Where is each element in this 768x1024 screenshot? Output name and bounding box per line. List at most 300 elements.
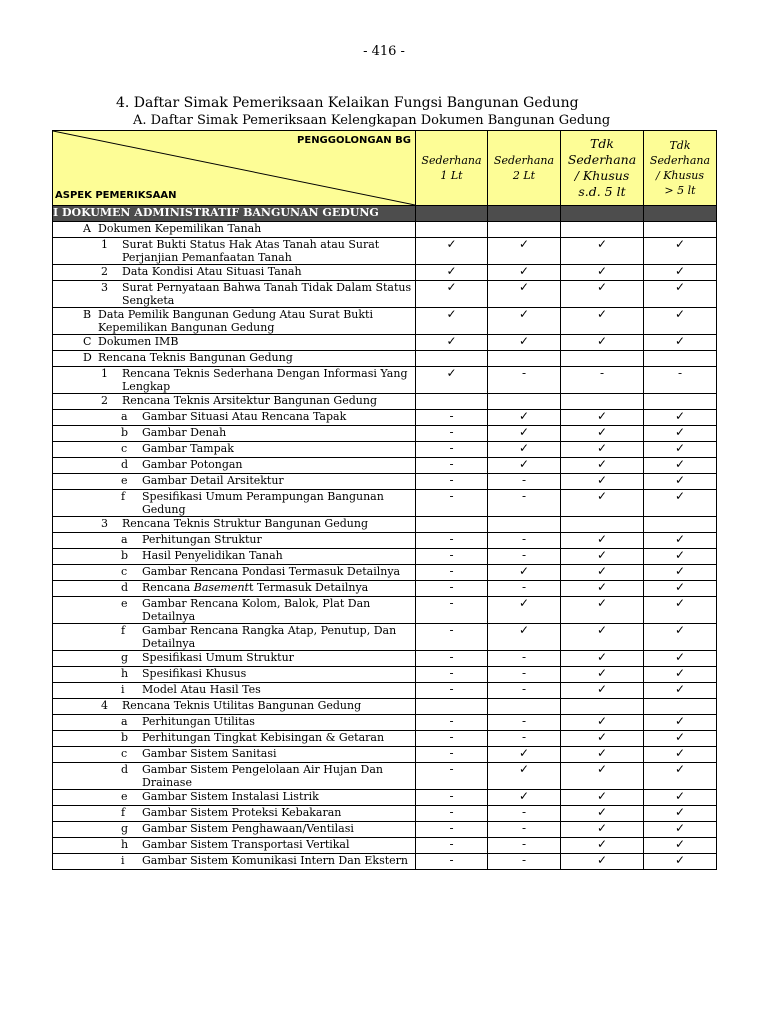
row-text: Gambar Potongan bbox=[142, 458, 243, 471]
row-text: Gambar Detail Arsitektur bbox=[142, 474, 284, 487]
check-icon: ✓ bbox=[488, 410, 561, 426]
check-icon: ✓ bbox=[644, 308, 717, 335]
row-index: h bbox=[121, 667, 129, 680]
value-cell: - bbox=[488, 549, 561, 565]
value-cell: - bbox=[416, 667, 488, 683]
row-label-cell bbox=[53, 581, 416, 597]
check-icon: ✓ bbox=[488, 265, 561, 281]
row-text: Rencana Teknis Utilitas Bangunan Gedung bbox=[122, 699, 362, 712]
row-text: Rencana Basementt Termasuk Detailnya bbox=[142, 581, 369, 594]
row-index: A bbox=[83, 222, 91, 235]
row-text: Gambar Sistem Penghawaan/Ventilasi bbox=[142, 822, 354, 835]
check-icon: ✓ bbox=[416, 265, 488, 281]
row-index: b bbox=[121, 426, 129, 439]
row-text: Hasil Penyelidikan Tanah bbox=[142, 549, 283, 562]
check-icon: ✓ bbox=[644, 581, 717, 597]
check-icon: ✓ bbox=[488, 747, 561, 763]
check-icon: ✓ bbox=[644, 565, 717, 581]
table-row bbox=[53, 549, 717, 565]
check-icon: ✓ bbox=[561, 715, 644, 731]
value-cell: - bbox=[416, 533, 488, 549]
section-title: I DOKUMEN ADMINISTRATIF BANGUNAN GEDUNG bbox=[53, 206, 416, 222]
check-icon: ✓ bbox=[644, 822, 717, 838]
row-label-cell bbox=[53, 426, 416, 442]
value-cell: - bbox=[644, 367, 717, 394]
value-cell: - bbox=[416, 651, 488, 667]
table-row bbox=[53, 651, 717, 667]
table-row bbox=[53, 790, 717, 806]
header-col-1 bbox=[416, 131, 488, 206]
value-cell: - bbox=[488, 715, 561, 731]
row-index: c bbox=[121, 565, 128, 578]
check-icon: ✓ bbox=[561, 238, 644, 265]
value-cell: - bbox=[488, 731, 561, 747]
value-cell: - bbox=[488, 367, 561, 394]
check-icon: ✓ bbox=[644, 731, 717, 747]
row-text: Spesifikasi Khusus bbox=[142, 667, 247, 680]
row-index: f bbox=[121, 624, 126, 637]
row-index: h bbox=[121, 838, 129, 851]
value-cell: - bbox=[416, 715, 488, 731]
subsection-heading: A. Daftar Simak Pemeriksaan Kelengkapan Dokumen Bangunan Gedung bbox=[133, 113, 611, 128]
value-cell bbox=[488, 351, 561, 367]
value-cell: - bbox=[488, 667, 561, 683]
check-icon: ✓ bbox=[644, 426, 717, 442]
check-icon: ✓ bbox=[561, 597, 644, 624]
row-index: 3 bbox=[101, 517, 108, 530]
check-icon: ✓ bbox=[561, 838, 644, 854]
value-cell bbox=[644, 699, 717, 715]
row-index: e bbox=[121, 597, 128, 610]
row-label-cell bbox=[53, 747, 416, 763]
check-icon: ✓ bbox=[561, 458, 644, 474]
check-icon: ✓ bbox=[644, 715, 717, 731]
check-icon: ✓ bbox=[561, 747, 644, 763]
table-row bbox=[53, 624, 717, 651]
header-col-2-line: Sederhana bbox=[493, 154, 555, 167]
row-text: Rencana Teknis Arsitektur Bangunan Gedung bbox=[122, 394, 377, 407]
row-text: Gambar Tampak bbox=[142, 442, 234, 455]
row-label-cell bbox=[53, 565, 416, 581]
row-label-cell bbox=[53, 838, 416, 854]
value-cell bbox=[488, 699, 561, 715]
check-icon: ✓ bbox=[644, 533, 717, 549]
check-icon: ✓ bbox=[644, 763, 717, 790]
check-icon: ✓ bbox=[644, 442, 717, 458]
check-icon: ✓ bbox=[561, 806, 644, 822]
check-icon: ✓ bbox=[561, 651, 644, 667]
row-label-cell bbox=[53, 474, 416, 490]
row-text: Gambar Rencana Kolom, Balok, Plat Dan Detailnya bbox=[142, 597, 371, 623]
row-text: Gambar Sistem Instalasi Listrik bbox=[142, 790, 319, 803]
check-icon: ✓ bbox=[561, 490, 644, 517]
table-row bbox=[53, 822, 717, 838]
row-index: b bbox=[121, 731, 129, 744]
check-icon: ✓ bbox=[561, 822, 644, 838]
value-cell: - bbox=[488, 854, 561, 870]
check-icon: ✓ bbox=[561, 581, 644, 597]
table-row bbox=[53, 367, 717, 394]
value-cell bbox=[644, 517, 717, 533]
row-index: c bbox=[121, 442, 128, 455]
table-row bbox=[53, 265, 717, 281]
row-text: Surat Bukti Status Hak Atas Tanah atau Surat Perjanjian Pemanfaatan Tanah bbox=[122, 238, 380, 264]
value-cell: - bbox=[416, 747, 488, 763]
row-label-cell bbox=[53, 335, 416, 351]
value-cell bbox=[416, 517, 488, 533]
row-index: a bbox=[121, 533, 128, 546]
table-row bbox=[53, 458, 717, 474]
row-text: Gambar Rencana Pondasi Termasuk Detailnya bbox=[142, 565, 401, 578]
row-label-cell bbox=[53, 308, 416, 335]
check-icon: ✓ bbox=[488, 565, 561, 581]
value-cell: - bbox=[416, 854, 488, 870]
row-label-cell bbox=[53, 222, 416, 238]
check-icon: ✓ bbox=[416, 238, 488, 265]
table-row bbox=[53, 238, 717, 265]
check-icon: ✓ bbox=[644, 474, 717, 490]
row-text: Perhitungan Tingkat Kebisingan & Getaran bbox=[142, 731, 385, 744]
check-icon: ✓ bbox=[488, 597, 561, 624]
page-number: - 416 - bbox=[363, 44, 405, 59]
value-cell bbox=[488, 222, 561, 238]
value-cell bbox=[488, 394, 561, 410]
row-label-cell bbox=[53, 351, 416, 367]
header-col-4-line: > 5 lt bbox=[664, 184, 696, 197]
row-text: Gambar Sistem Proteksi Kebakaran bbox=[142, 806, 342, 819]
row-index: d bbox=[121, 581, 129, 594]
header-col-4-line: / Khusus bbox=[656, 169, 704, 182]
check-icon: ✓ bbox=[416, 335, 488, 351]
value-cell: - bbox=[416, 490, 488, 517]
header-col-1-line: 1 Lt bbox=[440, 169, 463, 182]
value-cell: - bbox=[416, 474, 488, 490]
value-cell: - bbox=[488, 806, 561, 822]
row-text: Gambar Sistem Sanitasi bbox=[142, 747, 277, 760]
check-icon: ✓ bbox=[561, 335, 644, 351]
row-label-cell bbox=[53, 624, 416, 651]
table-row bbox=[53, 581, 717, 597]
row-index: 1 bbox=[101, 238, 108, 251]
row-text: Dokumen IMB bbox=[98, 335, 179, 348]
table-row bbox=[53, 426, 717, 442]
table-row bbox=[53, 597, 717, 624]
table-row bbox=[53, 763, 717, 790]
value-cell: - bbox=[416, 426, 488, 442]
table-row bbox=[53, 308, 717, 335]
value-cell: - bbox=[416, 458, 488, 474]
row-index: d bbox=[121, 458, 129, 471]
check-icon: ✓ bbox=[561, 731, 644, 747]
table-row bbox=[53, 747, 717, 763]
check-icon: ✓ bbox=[644, 597, 717, 624]
table-row bbox=[53, 335, 717, 351]
check-icon: ✓ bbox=[561, 426, 644, 442]
check-icon: ✓ bbox=[644, 651, 717, 667]
check-icon: ✓ bbox=[644, 790, 717, 806]
row-label-cell bbox=[53, 549, 416, 565]
check-icon: ✓ bbox=[561, 474, 644, 490]
value-cell: - bbox=[416, 410, 488, 426]
value-cell bbox=[416, 222, 488, 238]
row-label-cell bbox=[53, 367, 416, 394]
section-heading: 4. Daftar Simak Pemeriksaan Kelaikan Fungsi Bangunan Gedung bbox=[116, 95, 579, 111]
row-text: Gambar Situasi Atau Rencana Tapak bbox=[142, 410, 347, 423]
header-col-3 bbox=[561, 131, 644, 206]
value-cell bbox=[644, 351, 717, 367]
row-label-cell bbox=[53, 394, 416, 410]
row-index: e bbox=[121, 474, 128, 487]
row-label-cell bbox=[53, 458, 416, 474]
row-label-cell bbox=[53, 281, 416, 308]
row-text: Perhitungan Utilitas bbox=[142, 715, 255, 728]
check-icon: ✓ bbox=[561, 265, 644, 281]
row-index: i bbox=[121, 683, 125, 696]
check-icon: ✓ bbox=[644, 490, 717, 517]
value-cell: - bbox=[416, 763, 488, 790]
header-col-4 bbox=[644, 131, 717, 206]
row-label-cell bbox=[53, 806, 416, 822]
row-text: Gambar Sistem Transportasi Vertikal bbox=[142, 838, 350, 851]
table-row bbox=[53, 351, 717, 367]
value-cell: - bbox=[488, 474, 561, 490]
row-label-cell bbox=[53, 854, 416, 870]
header-aspect-cell bbox=[53, 131, 416, 206]
row-label-cell bbox=[53, 715, 416, 731]
header-aspek: ASPEK PEMERIKSAAN bbox=[55, 190, 177, 201]
value-cell: - bbox=[416, 442, 488, 458]
check-icon: ✓ bbox=[488, 790, 561, 806]
row-text: Data Kondisi Atau Situasi Tanah bbox=[122, 265, 302, 278]
check-icon: ✓ bbox=[488, 281, 561, 308]
check-icon: ✓ bbox=[488, 458, 561, 474]
check-icon: ✓ bbox=[416, 367, 488, 394]
table-row bbox=[53, 715, 717, 731]
row-text: Gambar Sistem Komunikasi Intern Dan Ekstern bbox=[142, 854, 409, 867]
value-cell: - bbox=[488, 822, 561, 838]
value-cell: - bbox=[488, 581, 561, 597]
header-col-3-line: s.d. 5 lt bbox=[578, 184, 626, 199]
check-icon: ✓ bbox=[561, 533, 644, 549]
check-icon: ✓ bbox=[561, 790, 644, 806]
table-row bbox=[53, 410, 717, 426]
row-text: Dokumen Kepemilikan Tanah bbox=[98, 222, 262, 235]
table-row bbox=[53, 281, 717, 308]
check-icon: ✓ bbox=[561, 281, 644, 308]
row-text: Gambar Rencana Rangka Atap, Penutup, Dan Detailnya bbox=[142, 624, 397, 650]
row-index: 1 bbox=[101, 367, 108, 380]
check-icon: ✓ bbox=[561, 549, 644, 565]
value-cell bbox=[561, 699, 644, 715]
value-cell: - bbox=[488, 651, 561, 667]
row-index: 4 bbox=[101, 699, 108, 712]
row-text: Rencana Teknis Struktur Bangunan Gedung bbox=[122, 517, 368, 530]
row-label-cell bbox=[53, 667, 416, 683]
row-text: Spesifikasi Umum Perampungan Bangunan Gedung bbox=[142, 490, 384, 516]
value-cell: - bbox=[561, 367, 644, 394]
table-row bbox=[53, 806, 717, 822]
table-row bbox=[53, 699, 717, 715]
row-index: g bbox=[121, 822, 129, 835]
check-icon: ✓ bbox=[416, 281, 488, 308]
row-text: Data Pemilik Bangunan Gedung Atau Surat Bukti Kepemilikan Bangunan Gedung bbox=[98, 308, 373, 334]
table-row bbox=[53, 731, 717, 747]
row-index: D bbox=[83, 351, 92, 364]
row-index: 2 bbox=[101, 394, 108, 407]
value-cell: - bbox=[416, 683, 488, 699]
row-label-cell bbox=[53, 763, 416, 790]
value-cell bbox=[488, 517, 561, 533]
table-row bbox=[53, 533, 717, 549]
row-text: Rencana Teknis Sederhana Dengan Informasi Yang Lengkap bbox=[122, 367, 408, 393]
row-label-cell bbox=[53, 533, 416, 549]
check-icon: ✓ bbox=[561, 854, 644, 870]
check-icon: ✓ bbox=[644, 458, 717, 474]
value-cell bbox=[416, 394, 488, 410]
check-icon: ✓ bbox=[561, 410, 644, 426]
check-icon: ✓ bbox=[561, 683, 644, 699]
row-index: B bbox=[83, 308, 92, 321]
table-row bbox=[53, 683, 717, 699]
value-cell bbox=[561, 517, 644, 533]
value-cell: - bbox=[416, 565, 488, 581]
header-col-3-line: Sederhana bbox=[567, 152, 637, 167]
check-icon: ✓ bbox=[488, 308, 561, 335]
row-label-cell bbox=[53, 597, 416, 624]
table-row bbox=[53, 222, 717, 238]
value-cell: - bbox=[488, 683, 561, 699]
check-icon: ✓ bbox=[644, 549, 717, 565]
value-cell bbox=[416, 351, 488, 367]
header-col-1-line: Sederhana bbox=[421, 154, 482, 167]
row-index: C bbox=[83, 335, 92, 348]
check-icon: ✓ bbox=[644, 667, 717, 683]
row-index: b bbox=[121, 549, 129, 562]
value-cell: - bbox=[488, 533, 561, 549]
row-label-cell bbox=[53, 822, 416, 838]
header-col-2 bbox=[488, 131, 561, 206]
row-index: e bbox=[121, 790, 128, 803]
check-icon: ✓ bbox=[644, 747, 717, 763]
row-index: g bbox=[121, 651, 129, 664]
value-cell bbox=[644, 394, 717, 410]
header-col-3-line: / Khusus bbox=[574, 168, 630, 183]
row-text: Gambar Denah bbox=[142, 426, 227, 439]
row-index: 2 bbox=[101, 265, 108, 278]
table-row bbox=[53, 394, 717, 410]
header-penggolongan: PENGGOLONGAN BG bbox=[297, 135, 411, 146]
row-index: f bbox=[121, 490, 126, 503]
value-cell bbox=[416, 699, 488, 715]
row-label-cell bbox=[53, 699, 416, 715]
value-cell bbox=[561, 394, 644, 410]
check-icon: ✓ bbox=[488, 442, 561, 458]
table-row bbox=[53, 854, 717, 870]
table-row bbox=[53, 667, 717, 683]
row-text: Gambar Sistem Pengelolaan Air Hujan Dan Drainase bbox=[142, 763, 384, 789]
value-cell: - bbox=[416, 806, 488, 822]
row-index: i bbox=[121, 854, 125, 867]
row-label-cell bbox=[53, 683, 416, 699]
check-icon: ✓ bbox=[644, 683, 717, 699]
row-label-cell bbox=[53, 790, 416, 806]
row-text: Perhitungan Struktur bbox=[142, 533, 262, 546]
row-text: Rencana Teknis Bangunan Gedung bbox=[98, 351, 293, 364]
row-label-cell bbox=[53, 517, 416, 533]
row-text: Model Atau Hasil Tes bbox=[142, 683, 261, 696]
row-label-cell bbox=[53, 442, 416, 458]
check-icon: ✓ bbox=[561, 667, 644, 683]
header-col-4-line: Sederhana bbox=[649, 154, 711, 167]
value-cell bbox=[561, 351, 644, 367]
row-index: 3 bbox=[101, 281, 108, 294]
row-label-cell bbox=[53, 731, 416, 747]
check-icon: ✓ bbox=[488, 763, 561, 790]
check-icon: ✓ bbox=[644, 335, 717, 351]
value-cell: - bbox=[416, 597, 488, 624]
value-cell: - bbox=[488, 490, 561, 517]
check-icon: ✓ bbox=[644, 838, 717, 854]
table-row bbox=[53, 442, 717, 458]
check-icon: ✓ bbox=[644, 854, 717, 870]
value-cell: - bbox=[416, 581, 488, 597]
check-icon: ✓ bbox=[561, 565, 644, 581]
check-icon: ✓ bbox=[488, 335, 561, 351]
value-cell bbox=[644, 222, 717, 238]
check-icon: ✓ bbox=[644, 281, 717, 308]
row-label-cell bbox=[53, 238, 416, 265]
check-icon: ✓ bbox=[561, 442, 644, 458]
row-index: a bbox=[121, 715, 128, 728]
row-index: f bbox=[121, 806, 126, 819]
check-icon: ✓ bbox=[488, 624, 561, 651]
header-col-3-line: Tdk bbox=[590, 136, 614, 151]
value-cell: - bbox=[416, 731, 488, 747]
table-header-row bbox=[53, 131, 717, 206]
check-icon: ✓ bbox=[644, 806, 717, 822]
check-icon: ✓ bbox=[644, 265, 717, 281]
row-label-cell bbox=[53, 265, 416, 281]
row-index: a bbox=[121, 410, 128, 423]
row-label-cell bbox=[53, 410, 416, 426]
check-icon: ✓ bbox=[561, 763, 644, 790]
table-row bbox=[53, 565, 717, 581]
header-col-2-line: 2 Lt bbox=[512, 169, 536, 182]
check-icon: ✓ bbox=[644, 624, 717, 651]
table-row bbox=[53, 490, 717, 517]
checklist-table bbox=[52, 130, 717, 870]
check-icon: ✓ bbox=[644, 238, 717, 265]
value-cell: - bbox=[416, 549, 488, 565]
check-icon: ✓ bbox=[644, 410, 717, 426]
table-row bbox=[53, 517, 717, 533]
row-label-cell bbox=[53, 490, 416, 517]
check-icon: ✓ bbox=[561, 308, 644, 335]
row-index: d bbox=[121, 763, 129, 776]
check-icon: ✓ bbox=[561, 624, 644, 651]
table-row bbox=[53, 474, 717, 490]
header-col-4-line: Tdk bbox=[669, 139, 691, 152]
row-text: Surat Pernyataan Bahwa Tanah Tidak Dalam Status Sengketa bbox=[122, 281, 412, 307]
row-text: Spesifikasi Umum Struktur bbox=[142, 651, 294, 664]
value-cell: - bbox=[416, 838, 488, 854]
value-cell: - bbox=[416, 624, 488, 651]
check-icon: ✓ bbox=[488, 426, 561, 442]
check-icon: ✓ bbox=[488, 238, 561, 265]
row-index: c bbox=[121, 747, 128, 760]
check-icon: ✓ bbox=[416, 308, 488, 335]
row-label-cell bbox=[53, 651, 416, 667]
